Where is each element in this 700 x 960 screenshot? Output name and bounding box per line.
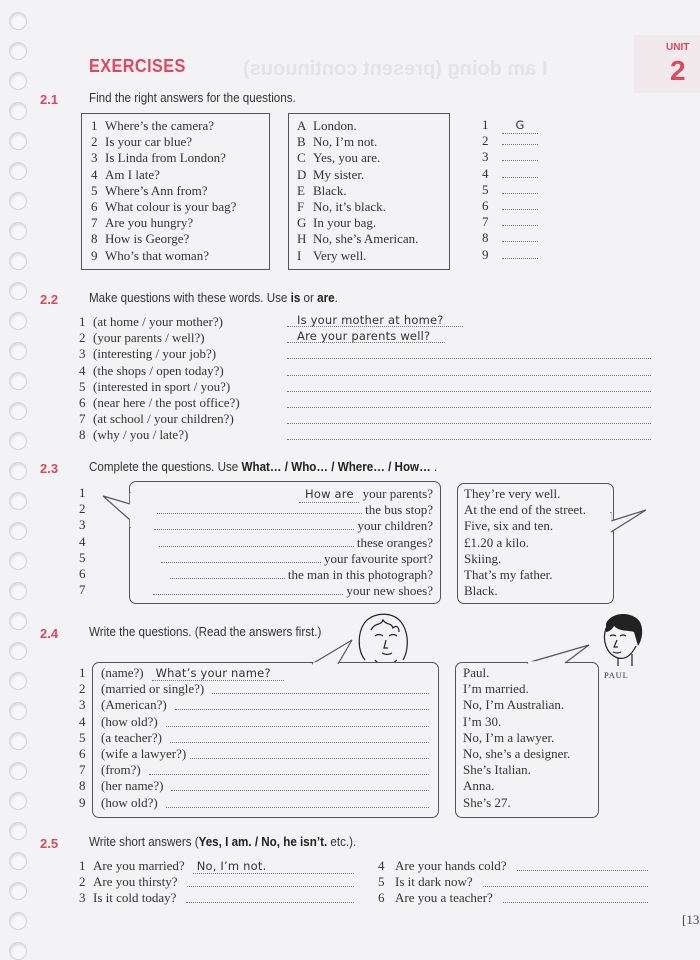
answer-blank[interactable] [159,535,354,547]
item-number: 8 [482,230,489,246]
page-number: [13 [682,912,700,927]
list-item [79,890,354,906]
answer-text: London. [313,118,357,133]
list-item [79,346,659,362]
prompt-text: (from?) [101,762,141,778]
answer-line[interactable] [166,795,429,808]
question-row [91,183,269,199]
item-number: 7 [482,214,489,230]
answer-line[interactable] [187,874,354,887]
answer-blank[interactable] [502,198,538,210]
answer-line[interactable] [175,697,429,710]
answer-line[interactable]: What’s your name? [152,665,284,681]
list-item [135,486,433,502]
speech-bubble-tail [525,643,591,665]
item-number: 6 [79,745,86,761]
answer-row [297,231,449,247]
item-number: 3 [482,149,489,165]
binder-hole [9,492,27,510]
speech-bubble-tail [100,490,134,530]
binder-hole [9,102,27,120]
list-item [101,714,429,730]
prompt-text: (how old?) [101,794,158,810]
prompt-text: (near here / the post office?) [93,394,240,410]
question-ending: the bus stop? [365,502,433,518]
binder-hole [9,882,27,900]
binder-hole [9,762,27,780]
answer-line[interactable] [166,714,429,727]
item-number: 6 [378,890,385,906]
answer-letter: C [297,150,306,166]
binder-hole [9,852,27,870]
binder-hole [9,642,27,660]
answer-letter: E [297,182,305,198]
item-number: 6 [79,394,86,410]
exercise-instruction: Find the right answers for the questions. [89,91,296,105]
list-item [135,551,433,567]
reply-text: Skiing. [464,550,502,566]
reply-text: She’s 27. [463,794,511,810]
item-number: 9 [482,246,489,262]
reply-text: Paul. [463,665,490,680]
binder-hole [9,522,27,540]
prompt-text: (the shops / open today?) [93,362,224,378]
binder-hole [9,72,27,90]
answer-blank[interactable] [502,133,538,145]
answer-line[interactable] [149,762,429,775]
item-number: 6 [91,198,98,214]
list-item [101,746,429,762]
question-text: Where’s Ann from? [105,182,208,198]
item-number: 5 [378,874,385,890]
item-number: 1 [79,858,86,873]
answer-blank[interactable] [170,567,285,579]
question-row [91,248,269,264]
prompt-text: (interested in sport / you?) [93,378,231,394]
answer-letter: D [297,166,307,182]
answer-letter: B [297,134,306,150]
answer-blank[interactable] [161,551,321,563]
binder-hole [9,552,27,570]
binder-hole [9,732,27,750]
answer-letter: I [297,247,302,263]
item-number: 8 [79,778,86,794]
item-number: 8 [79,427,86,443]
answer-line[interactable] [186,890,354,903]
item-number: 2 [79,501,86,517]
answer-blank[interactable]: How are [299,486,359,503]
item-number: 6 [79,565,86,581]
exercise-number: 2.2 [40,292,59,307]
item-number: 2 [79,330,86,346]
list-item [79,858,354,874]
list-item [79,379,659,395]
item-number: 4 [79,362,86,378]
list-item [79,330,659,346]
question-text: Where’s the camera? [105,118,214,133]
item-number: 9 [91,247,98,263]
question-text: Are you a teacher? [395,890,493,906]
question-ending: your parents? [362,486,433,501]
binder-hole [9,12,27,30]
item-number: 1 [79,665,86,680]
answer-blank[interactable] [157,502,362,514]
exercise-2-4-questions [101,665,429,811]
prompt-text: (American?) [101,697,167,713]
reply-text: They’re very well. [464,486,561,501]
item-number: 5 [91,182,98,198]
item-number: 2 [482,133,489,149]
answer-line[interactable] [287,363,651,376]
answer-row [297,118,449,134]
item-number: 3 [79,697,86,713]
binder-hole [9,402,27,420]
answer-letter: G [297,215,307,231]
question-text: Are you hungry? [105,215,194,231]
character-label: PAUL [604,670,629,680]
unit-label: UNIT [666,42,690,53]
reply-text: Black. [464,583,498,599]
prompt-text: (at school / your children?) [93,411,234,427]
list-item [378,874,648,890]
answer-line[interactable]: Is your mother at home? [287,312,463,327]
question-row [91,231,269,247]
answer-line[interactable] [287,395,651,408]
binder-hole [9,252,27,270]
list-item [101,778,429,794]
speech-bubble-tail [310,638,355,666]
reply-text: No, I’m Australian. [463,697,565,713]
answer-row [297,167,449,183]
binder-hole [9,432,27,450]
answer-line[interactable] [287,379,651,392]
exercise-2-4-replies [463,665,570,811]
reply-text: Anna. [463,778,495,794]
prompt-text: (interesting / your job?) [93,346,217,362]
reply-text: £1.20 a kilo. [464,534,529,550]
binder-hole [9,702,27,720]
exercise-instruction: Write the questions. (Read the answers first.) [89,625,322,639]
answer-text: No, I’m not. [313,134,378,150]
woman-face-illustration-icon [355,610,415,670]
answer-line[interactable]: No, I’m not. [193,858,354,874]
list-item [79,874,354,890]
answer-line[interactable] [287,411,651,424]
answer-text: No, it’s black. [313,198,386,214]
reply-text: I’m married. [463,681,529,697]
item-number: 8 [91,231,98,247]
question-text: What colour is your bag? [105,198,237,214]
answer-text: Black. [313,182,347,198]
prompt-text: (married or single?) [101,681,205,697]
list-item [101,730,429,746]
prompt-text: (at home / your mother?) [93,314,223,329]
question-ending: your new shoes? [346,583,433,599]
binder-hole [9,222,27,240]
answer-line[interactable] [170,730,429,743]
binder-hole [9,912,27,930]
reply-text: No, I’m a lawyer. [463,729,555,745]
exercise-instruction: Complete the questions. Use What… / Who… / Where… / How… . [89,460,438,474]
question-text: Are you thirsty? [93,874,178,890]
answer-line[interactable] [190,746,429,759]
question-text: How is George? [105,231,190,247]
reply-text: I’m 30. [463,713,502,729]
prompt-text: (wife a lawyer?) [101,745,187,761]
list-item [135,502,433,518]
list-item [101,681,429,697]
item-number: 4 [91,166,98,182]
answer-letter: F [297,198,305,214]
exercise-number: 2.1 [40,92,59,107]
answer-line[interactable] [503,890,648,903]
answer-letter: H [297,231,307,247]
answer-line[interactable] [212,681,429,694]
binder-hole [9,372,27,390]
answer-blank[interactable] [502,230,538,242]
answer-blank[interactable] [502,166,538,178]
binder-hole [9,582,27,600]
list-item [79,427,659,443]
binder-hole [9,342,27,360]
item-numbers [79,485,86,598]
item-number: 1 [79,314,86,329]
binder-hole [9,312,27,330]
unit-number: 2 [670,55,686,86]
prompt-text: (your parents / well?) [93,330,205,346]
list-item [79,411,659,427]
item-numbers [79,665,86,811]
question-text: Is your car blue? [105,134,192,150]
answer-text: In your bag. [313,215,377,231]
answer-row [297,199,449,215]
list-item [135,567,433,583]
exercise-instruction: Write short answers (Yes, I am. / No, he isn’t. etc.). [89,835,357,849]
answers-box [288,113,450,270]
list-item [135,583,433,599]
answer-row [297,248,449,264]
item-number: 3 [79,517,86,533]
answer-text: My sister. [313,166,365,182]
answer-blank[interactable] [153,583,343,595]
prompt-text: (why / you / late?) [93,427,189,443]
list-item [101,762,429,778]
prompt-text: (a teacher?) [101,729,162,745]
question-text: Am I late? [105,166,160,182]
question-row [91,167,269,183]
answer-row [297,215,449,231]
prompt-text: (name?) [101,665,144,680]
prompt-text: (how old?) [101,713,158,729]
question-row [91,150,269,166]
question-text: Is it dark now? [395,874,473,890]
answer-blank[interactable] [154,518,354,530]
binder-hole [9,792,27,810]
item-number: 5 [79,549,86,565]
page-title: EXERCISES [89,56,186,76]
question-text: Are your hands cold? [395,858,507,873]
item-number: 2 [91,134,98,150]
show-through-title: I am doing (present continuous) [243,58,548,80]
answer-row [297,134,449,150]
item-number: 7 [79,411,86,427]
reply-text: That’s my father. [464,566,553,582]
item-number: 4 [378,858,385,873]
item-number: 7 [91,215,98,231]
list-item [101,795,429,811]
answer-row [297,183,449,199]
question-row [91,199,269,215]
answer-line[interactable] [287,346,651,359]
binder-hole [9,42,27,60]
question-ending: your favourite sport? [323,550,433,566]
exercise-2-3-replies [464,486,586,599]
answer-line[interactable] [171,778,429,791]
question-ending: your children? [357,518,433,534]
exercise-2-5-left [79,858,354,907]
question-row [91,134,269,150]
item-number: 2 [79,874,86,890]
item-number: 5 [482,181,489,197]
answer-line[interactable] [517,858,648,871]
answer-line[interactable] [483,874,648,887]
answer-blank[interactable]: G [502,117,538,134]
item-number: 1 [79,485,86,500]
list-item [101,697,429,713]
exercise-instruction: Make questions with these words. Use is or are. [89,291,338,305]
item-number: 4 [79,713,86,729]
question-ending: these oranges? [356,534,433,550]
reply-text: She’s Italian. [463,762,531,778]
man-face-illustration-icon [592,610,648,666]
answer-blank[interactable] [502,149,538,161]
speech-bubble-tail [610,506,650,536]
question-row [91,215,269,231]
list-item [135,518,433,534]
item-number: 7 [79,582,86,598]
list-item [79,363,659,379]
answer-text: Very well. [313,247,367,263]
question-row [91,118,269,134]
item-number: 7 [79,762,86,778]
binder-hole [9,672,27,690]
list-item [135,535,433,551]
item-number: 3 [91,150,98,166]
item-number: 5 [79,378,86,394]
list-item [79,395,659,411]
question-text: Is it cold today? [93,890,177,906]
item-number: 2 [79,681,86,697]
exercise-2-5-right [378,858,648,907]
binder-hole [9,942,27,960]
item-number: 4 [79,533,86,549]
answer-letter: A [297,118,307,133]
answer-line[interactable] [287,427,651,440]
answer-blank[interactable] [502,182,538,194]
list-item [378,858,648,874]
binder-hole [9,822,27,840]
exercise-2-2-list [79,314,659,444]
binder-hole [9,282,27,300]
exercise-number: 2.3 [40,461,59,476]
binder-hole [9,132,27,150]
answer-line[interactable]: Are your parents well? [287,328,445,343]
answer-row [297,150,449,166]
reply-text: At the end of the street. [464,502,587,518]
exercise-number: 2.5 [40,836,59,851]
item-number: 9 [79,794,86,810]
question-text: Are you married? [93,858,185,873]
answer-blank[interactable] [502,214,538,226]
item-number: 5 [79,729,86,745]
prompt-text: (her name?) [101,778,164,794]
reply-text: No, she’s a designer. [463,745,571,761]
question-text: Is Linda from London? [105,150,226,166]
question-ending: the man in this photograph? [287,566,433,582]
question-text: Who’s that woman? [105,247,209,263]
item-number: 6 [482,197,489,213]
item-number: 1 [482,117,489,132]
list-item [378,890,648,906]
questions-box [81,113,270,270]
answer-blank[interactable] [502,247,538,259]
exercise-2-3-questions [135,486,433,599]
item-number: 1 [91,118,98,133]
reply-text: Five, six and ten. [464,518,554,534]
binder-hole [9,162,27,180]
answer-text: No, she’s American. [313,231,419,247]
match-blanks [482,117,538,263]
binder-hole [9,192,27,210]
item-number: 3 [79,890,86,906]
item-number: 4 [482,165,489,181]
item-number: 3 [79,346,86,362]
list-item [101,665,429,681]
binder-hole [9,462,27,480]
exercise-number: 2.4 [40,626,59,641]
binder-hole [9,612,27,630]
answer-text: Yes, you are. [313,150,381,166]
